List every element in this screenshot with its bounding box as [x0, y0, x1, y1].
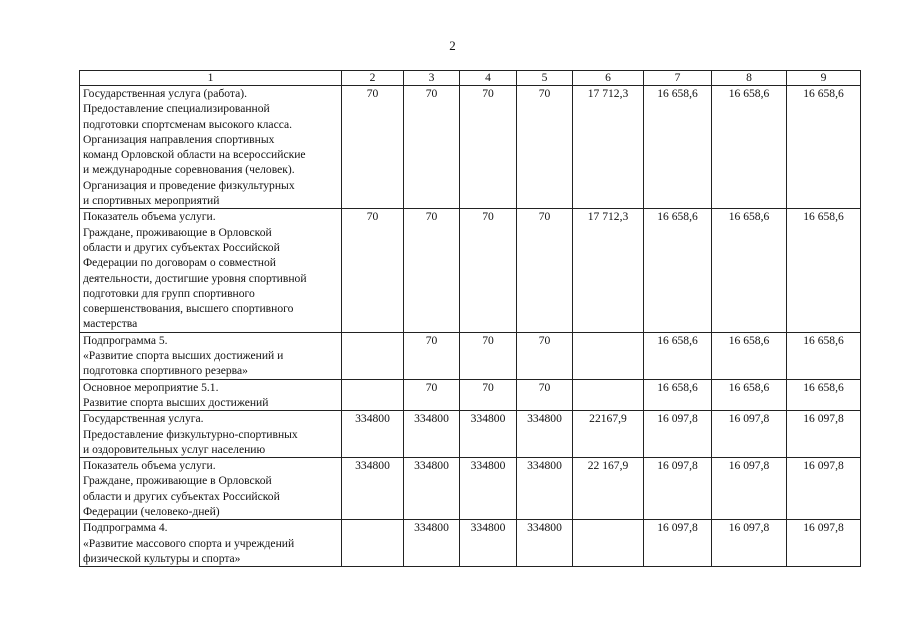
table-row: [80, 520, 861, 567]
value-cell-col-8: 16 097,8: [712, 458, 787, 520]
description-line: Граждане, проживающие в Орловской: [83, 225, 272, 239]
table-row: [80, 411, 861, 458]
value-cell-col-5: 334800: [517, 458, 573, 520]
value-cell-col-8: 16 658,6: [712, 332, 787, 379]
value-cell-col-7: 16 097,8: [644, 411, 712, 458]
description-line: Федерации (человеко-дней): [83, 505, 220, 519]
value-cell-col-5: 334800: [517, 411, 573, 458]
value-cell-col-5: 334800: [517, 520, 573, 567]
row-description: [80, 411, 342, 458]
value-cell-col-9: 16 097,8: [787, 520, 861, 567]
description-line: физической культуры и спорта»: [83, 551, 241, 565]
column-number-1: 1: [80, 71, 342, 86]
value-cell-col-3: 334800: [404, 411, 460, 458]
description-line: Показатель объема услуги.: [83, 459, 216, 473]
description-line: подготовки спортсменам высокого класса.: [83, 117, 293, 131]
value-cell-col-3: 334800: [404, 520, 460, 567]
value-cell-col-6: 22 167,9: [573, 458, 644, 520]
value-cell-col-6: 22167,9: [573, 411, 644, 458]
value-cell-col-9: 16 658,6: [787, 379, 861, 411]
row-description: [80, 209, 342, 332]
value-cell-col-9: 16 097,8: [787, 411, 861, 458]
column-number-7: 7: [644, 71, 712, 86]
value-cell-col-8: 16 658,6: [712, 209, 787, 332]
description-line: и международные соревнования (человек).: [83, 163, 295, 177]
description-line: области и других субъектах Российской: [83, 240, 280, 254]
value-cell-col-9: 16 658,6: [787, 332, 861, 379]
row-description: [80, 86, 342, 209]
value-cell-col-6: 17 712,3: [573, 86, 644, 209]
budget-table: [79, 70, 861, 567]
value-cell-col-4: 334800: [460, 520, 517, 567]
description-line: Основное мероприятие 5.1.: [83, 380, 219, 394]
description-line: Организация и проведение физкультурных: [83, 178, 295, 192]
value-cell-col-7: 16 658,6: [644, 209, 712, 332]
description-line: области и других субъектах Российской: [83, 489, 280, 503]
value-cell-col-8: 16 097,8: [712, 520, 787, 567]
row-description: [80, 379, 342, 411]
description-line: «Развитие массового спорта и учреждений: [83, 536, 295, 550]
value-cell-col-3: 70: [404, 332, 460, 379]
value-cell-col-9: 16 097,8: [787, 458, 861, 520]
value-cell-col-2: [342, 379, 404, 411]
description-line: Развитие спорта высших достижений: [83, 395, 269, 409]
value-cell-col-6: [573, 379, 644, 411]
value-cell-col-2: [342, 332, 404, 379]
value-cell-col-7: 16 658,6: [644, 332, 712, 379]
description-line: деятельности, достигшие уровня спортивной: [83, 271, 307, 285]
description-line: Предоставление физкультурно-спортивных: [83, 427, 298, 441]
value-cell-col-2: [342, 520, 404, 567]
column-number-9: 9: [787, 71, 861, 86]
description-line: Показатель объема услуги.: [83, 210, 216, 224]
table-row: [80, 379, 861, 411]
value-cell-col-2: 334800: [342, 411, 404, 458]
description-line: «Развитие спорта высших достижений и: [83, 349, 284, 363]
value-cell-col-4: 70: [460, 379, 517, 411]
value-cell-col-2: 334800: [342, 458, 404, 520]
value-cell-col-5: 70: [517, 379, 573, 411]
description-line: подготовка спортивного резерва»: [83, 364, 248, 378]
description-line: и спортивных мероприятий: [83, 194, 220, 208]
value-cell-col-6: [573, 520, 644, 567]
column-number-2: 2: [342, 71, 404, 86]
value-cell-col-7: 16 658,6: [644, 379, 712, 411]
value-cell-col-2: 70: [342, 86, 404, 209]
description-line: Федерации по договорам о совместной: [83, 256, 276, 270]
value-cell-col-4: 334800: [460, 458, 517, 520]
description-line: Подпрограмма 4.: [83, 521, 168, 535]
value-cell-col-5: 70: [517, 332, 573, 379]
value-cell-col-3: 70: [404, 209, 460, 332]
table-row: [80, 332, 861, 379]
value-cell-col-6: [573, 332, 644, 379]
value-cell-col-9: 16 658,6: [787, 86, 861, 209]
description-line: совершенствования, высшего спортивного: [83, 302, 294, 316]
description-line: Государственная услуга (работа).: [83, 87, 248, 100]
value-cell-col-7: 16 097,8: [644, 520, 712, 567]
value-cell-col-4: 70: [460, 209, 517, 332]
row-description: [80, 458, 342, 520]
value-cell-col-3: 70: [404, 86, 460, 209]
value-cell-col-7: 16 658,6: [644, 86, 712, 209]
row-description: [80, 520, 342, 567]
value-cell-col-8: 16 658,6: [712, 379, 787, 411]
value-cell-col-6: 17 712,3: [573, 209, 644, 332]
description-line: и оздоровительных услуг населению: [83, 442, 266, 456]
column-number-3: 3: [404, 71, 460, 86]
description-line: команд Орловской области на всероссийские: [83, 148, 306, 162]
value-cell-col-7: 16 097,8: [644, 458, 712, 520]
value-cell-col-9: 16 658,6: [787, 209, 861, 332]
value-cell-col-3: 334800: [404, 458, 460, 520]
value-cell-col-5: 70: [517, 209, 573, 332]
description-line: подготовки для групп спортивного: [83, 286, 255, 300]
table-header: [80, 71, 861, 86]
column-number-4: 4: [460, 71, 517, 86]
value-cell-col-8: 16 097,8: [712, 411, 787, 458]
description-line: Предоставление специализированной: [83, 102, 270, 116]
description-line: Подпрограмма 5.: [83, 333, 168, 347]
value-cell-col-4: 70: [460, 332, 517, 379]
table-body: [80, 86, 861, 567]
value-cell-col-8: 16 658,6: [712, 86, 787, 209]
description-line: Организация направления спортивных: [83, 132, 275, 146]
table-row: [80, 86, 861, 209]
description-line: Государственная услуга.: [83, 412, 204, 426]
header-row: [80, 71, 861, 86]
column-number-5: 5: [517, 71, 573, 86]
value-cell-col-5: 70: [517, 86, 573, 209]
value-cell-col-2: 70: [342, 209, 404, 332]
column-number-6: 6: [573, 71, 644, 86]
description-line: Граждане, проживающие в Орловской: [83, 474, 272, 488]
row-description: [80, 332, 342, 379]
value-cell-col-4: 334800: [460, 411, 517, 458]
table-row: [80, 458, 861, 520]
value-cell-col-3: 70: [404, 379, 460, 411]
value-cell-col-4: 70: [460, 86, 517, 209]
column-number-8: 8: [712, 71, 787, 86]
page-number: 2: [449, 38, 456, 53]
description-line: мастерства: [83, 317, 138, 331]
table-row: [80, 209, 861, 332]
